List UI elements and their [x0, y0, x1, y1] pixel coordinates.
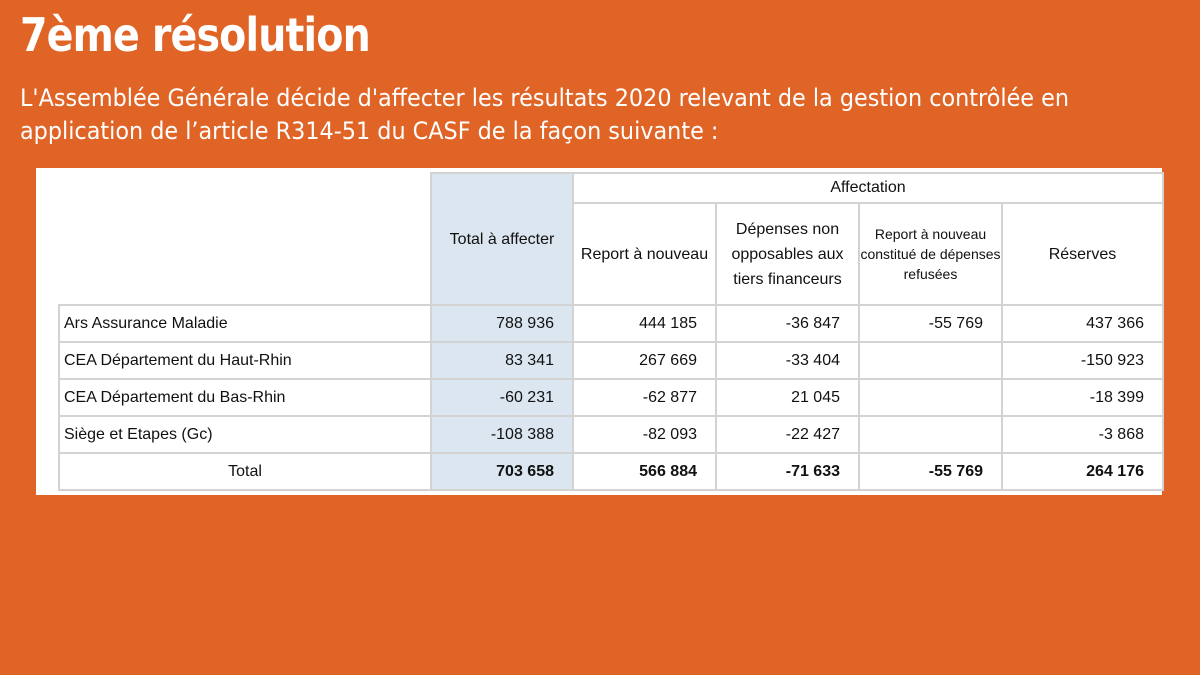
cell-reserves: -150 923	[1002, 342, 1163, 379]
header-depenses-non-opposables: Dépenses non opposables aux tiers financeurs	[716, 203, 859, 305]
cell-depenses: -22 427	[716, 416, 859, 453]
cell-reserves: -18 399	[1002, 379, 1163, 416]
cell-total: -108 388	[431, 416, 573, 453]
cell-refusees	[859, 342, 1002, 379]
cell-depenses: -36 847	[716, 305, 859, 342]
table-row	[59, 305, 1163, 342]
cell-total: 788 936	[431, 305, 573, 342]
cell-report: 444 185	[573, 305, 716, 342]
cell-reserves: 437 366	[1002, 305, 1163, 342]
cell-total: -60 231	[431, 379, 573, 416]
allocation-table-panel	[36, 168, 1162, 495]
total-cell-total: 703 658	[431, 453, 573, 490]
header-total-a-affecter: Total à affecter	[431, 173, 573, 305]
header-reserves: Réserves	[1002, 203, 1163, 305]
total-cell-depenses: -71 633	[716, 453, 859, 490]
slide-title: 7ème résolution	[20, 8, 370, 62]
row-label: Siège et Etapes (Gc)	[59, 416, 431, 453]
cell-total: 83 341	[431, 342, 573, 379]
header-affectation: Affectation	[573, 173, 1163, 203]
cell-depenses: -33 404	[716, 342, 859, 379]
table-row	[59, 416, 1163, 453]
total-cell-reserves: 264 176	[1002, 453, 1163, 490]
cell-report: -62 877	[573, 379, 716, 416]
cell-refusees	[859, 416, 1002, 453]
table-row	[59, 342, 1163, 379]
header-corner	[59, 173, 431, 305]
header-report-depenses-refusees: Report à nouveau constitué de dépenses refusées	[859, 203, 1002, 305]
cell-refusees: -55 769	[859, 305, 1002, 342]
header-report-a-nouveau: Report à nouveau	[573, 203, 716, 305]
subtitle-line-1: L'Assemblée Générale décide d'affecter les résultats 2020 relevant de la gestion contrôlée en	[20, 84, 1070, 112]
cell-report: -82 093	[573, 416, 716, 453]
row-label: CEA Département du Haut-Rhin	[59, 342, 431, 379]
cell-depenses: 21 045	[716, 379, 859, 416]
allocation-table	[58, 172, 1164, 491]
slide-subtitle	[20, 82, 1090, 148]
subtitle-line-2: application de l’article R314-51 du CASF de la façon suivante :	[20, 117, 719, 145]
row-label: Ars Assurance Maladie	[59, 305, 431, 342]
table-row	[59, 379, 1163, 416]
cell-refusees	[859, 379, 1002, 416]
total-cell-report: 566 884	[573, 453, 716, 490]
cell-report: 267 669	[573, 342, 716, 379]
cell-reserves: -3 868	[1002, 416, 1163, 453]
row-label: CEA Département du Bas-Rhin	[59, 379, 431, 416]
total-row-label: Total	[59, 453, 431, 490]
total-row	[59, 453, 1163, 490]
total-cell-refusees: -55 769	[859, 453, 1002, 490]
